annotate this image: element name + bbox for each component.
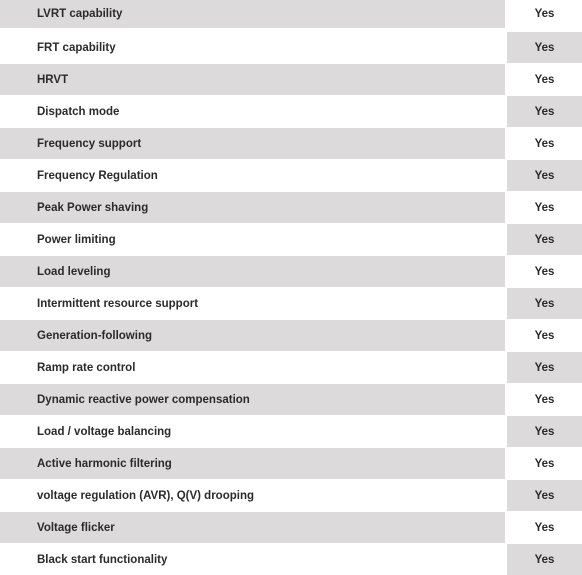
table-row [0,256,582,287]
value-cell: Yes [507,32,582,63]
feature-cell: Intermittent resource support [0,288,505,319]
table-row [0,0,582,31]
feature-cell: Load leveling [0,256,505,287]
table-row [0,64,582,95]
feature-cell: Frequency support [0,128,505,159]
feature-cell: Dynamic reactive power compensation [0,384,505,415]
table-row [0,288,582,319]
value-cell: Yes [507,0,582,28]
table-row [0,448,582,479]
table-row [0,512,582,543]
value-cell: Yes [507,352,582,383]
feature-cell: Load / voltage balancing [0,416,505,447]
feature-cell: LVRT capability [0,0,505,28]
feature-cell: Power limiting [0,224,505,255]
value-cell: Yes [507,512,582,543]
table-row [0,224,582,255]
value-cell: Yes [507,544,582,575]
value-cell: Yes [507,384,582,415]
value-cell: Yes [507,160,582,191]
value-cell: Yes [507,64,582,95]
value-cell: Yes [507,256,582,287]
table-row [0,416,582,447]
value-cell: Yes [507,448,582,479]
value-cell: Yes [507,416,582,447]
table-row [0,96,582,127]
table-row [0,480,582,511]
feature-cell: voltage regulation (AVR), Q(V) drooping [0,480,505,511]
table-row [0,192,582,223]
feature-cell: Active harmonic filtering [0,448,505,479]
feature-cell: Peak Power shaving [0,192,505,223]
table-row [0,352,582,383]
value-cell: Yes [507,224,582,255]
feature-cell: Black start functionality [0,544,505,575]
feature-cell: Generation-following [0,320,505,351]
value-cell: Yes [507,192,582,223]
value-cell: Yes [507,320,582,351]
feature-cell: Frequency Regulation [0,160,505,191]
table-row [0,320,582,351]
feature-cell: Dispatch mode [0,96,505,127]
value-cell: Yes [507,96,582,127]
feature-cell: FRT capability [0,32,505,63]
value-cell: Yes [507,288,582,319]
table-row [0,160,582,191]
table-row [0,32,582,63]
table-row [0,128,582,159]
feature-cell: HRVT [0,64,505,95]
value-cell: Yes [507,128,582,159]
table-row [0,544,582,575]
feature-cell: Voltage flicker [0,512,505,543]
feature-cell: Ramp rate control [0,352,505,383]
table-row [0,384,582,415]
value-cell: Yes [507,480,582,511]
